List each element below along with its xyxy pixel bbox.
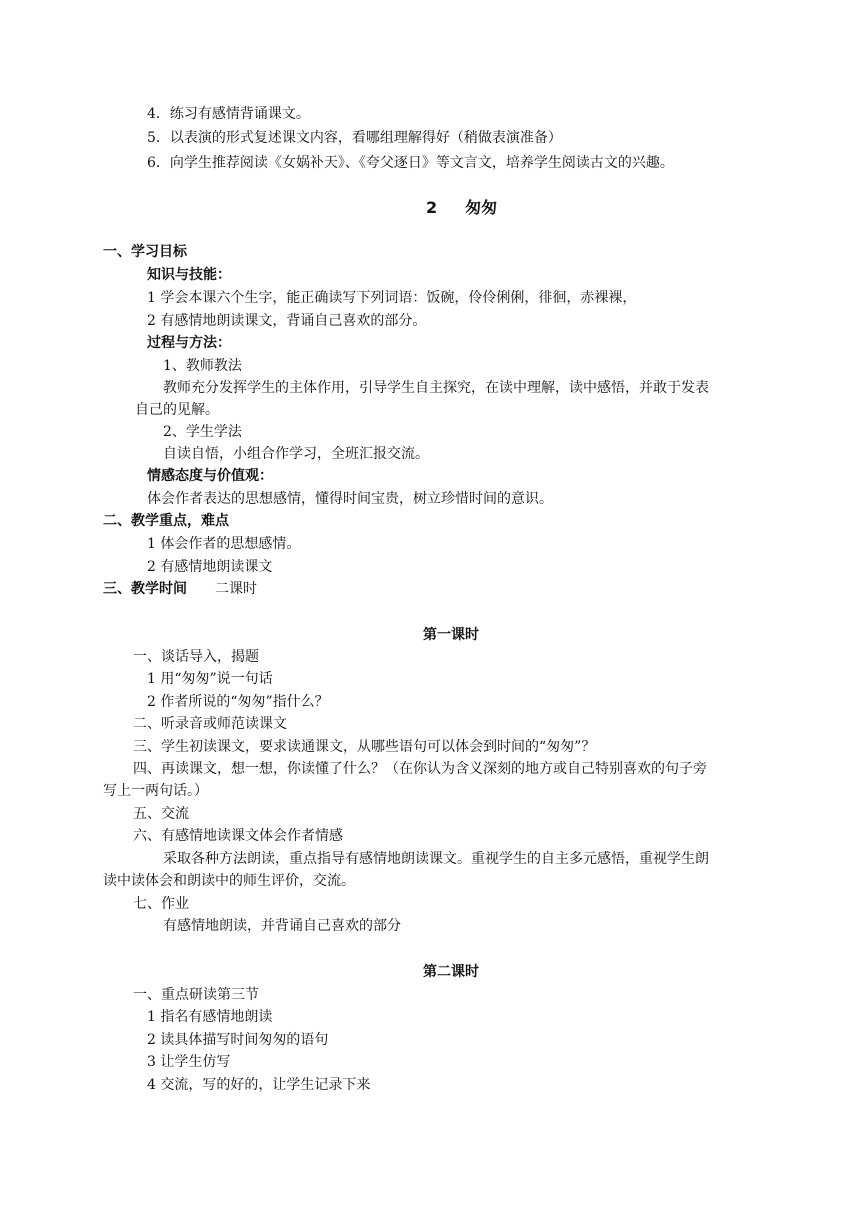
emotion-label: 情感态度与价值观： [147,468,273,484]
prev-item-6: 6．向学生推荐阅读《女娲补天》、《夸父逐日》等文言文，培养学生阅读古文的兴趣。 [147,155,674,171]
p1-step-7-text: 有感情地朗读，并背诵自己喜欢的部分 [163,918,401,934]
period-2-title: 第二课时 [423,964,479,980]
p1-step-1: 一、谈话导入，揭题 [133,649,259,665]
key-point-1: 1 体会作者的思想感情。 [147,536,301,552]
p1-step-2: 二、听录音或师范读课文 [133,716,287,732]
p1-step-1-item-1: 1 用“匆匆”说一句话 [147,671,273,687]
prev-item-4: 4．练习有感情背诵课文。 [147,106,310,122]
section-heading-goals: 一、学习目标 [103,244,187,260]
process-label: 过程与方法： [147,335,231,351]
p1-step-6-text: 采取各种方法朗读，重点指导有感情地朗读课文。重视学生的自主多元感悟，重视学生朗 [163,851,709,867]
prev-item-5: 5．以表演的形式复述课文内容，看哪组理解得好（稍做表演准备） [147,130,562,146]
p1-step-7: 七、作业 [133,896,189,912]
emotion-text: 体会作者表达的思想感情，懂得时间宝贵，树立珍惜时间的意识。 [147,491,553,507]
p2-step-1-item-1: 1 指名有感情地朗读 [147,1009,273,1025]
student-method-text: 自读自悟，小组合作学习，全班汇报交流。 [163,446,429,462]
p2-step-1: 一、重点研读第三节 [133,987,259,1003]
p2-step-1-item-4: 4 交流，写的好的，让学生记录下来 [147,1077,371,1093]
p1-step-6: 六、有感情地读课文体会作者情感 [133,828,343,844]
p1-step-4: 四、再读课文，想一想，你读懂了什么？（在你认为含义深刻的地方或自己特别喜欢的句子旁 [133,761,707,777]
teacher-method-text-cont: 自己的见解。 [135,402,219,418]
lesson-title [426,198,497,218]
p1-step-3: 三、学生初读课文，要求读通课文，从哪些语句可以体会到时间的“匆匆”？ [133,739,596,755]
p1-step-4-cont: 写上一两句话。） [103,783,208,799]
knowledge-label: 知识与技能： [147,267,231,283]
section-heading-key-points: 二、教学重点，难点 [103,513,229,529]
p1-step-1-item-2: 2 作者所说的“匆匆”指什么？ [147,694,329,710]
p1-step-5: 五、交流 [133,806,189,822]
knowledge-item-2: 2 有感情地朗读课文，背诵自己喜欢的部分。 [147,313,427,329]
teacher-method-label: 1、教师教法 [163,358,242,374]
p2-step-1-item-2: 2 读具体描写时间匆匆的语句 [147,1032,329,1048]
teacher-method-text: 教师充分发挥学生的主体作用，引导学生自主探究，在读中理解，读中感悟，并敢于发表 [163,380,709,396]
period-1-title: 第一课时 [423,627,479,643]
section-heading-time: 三、教学时间 [103,581,187,597]
lesson-number: 2 [426,198,438,217]
teaching-time-value: 二课时 [215,581,257,597]
key-point-2: 2 有感情地朗读课文 [147,559,273,575]
student-method-label: 2、学生学法 [163,424,242,440]
p2-step-1-item-3: 3 让学生仿写 [147,1054,231,1070]
section-teaching-time [103,579,257,599]
lesson-name: 匆匆 [465,198,498,217]
knowledge-item-1: 1 学会本课六个生字，能正确读写下列词语：饭碗，伶伶俐俐，徘徊，赤裸裸， [147,290,637,306]
p1-step-6-text-cont: 读中读体会和朗读中的师生评价，交流。 [103,873,355,889]
